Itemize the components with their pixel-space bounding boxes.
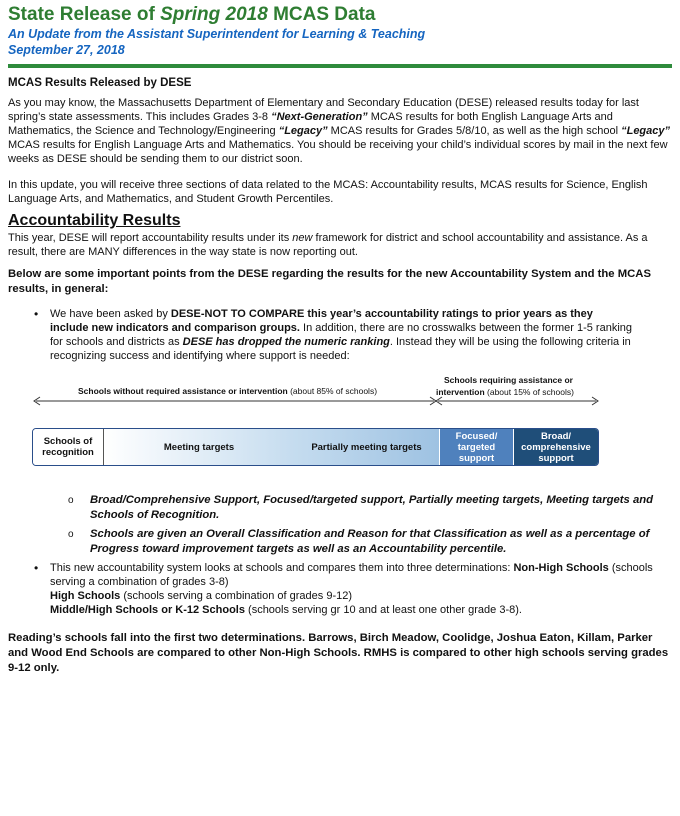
bracket-arrows bbox=[32, 393, 602, 409]
label-note: (about 15% of schools) bbox=[484, 387, 574, 397]
text: As you may know, the Massachusetts Department of Elementary and Secondary Education (DESE) released results today for last spring’s state assessments. This includes Grades 3-8 bbox=[8, 97, 639, 123]
subtitle: An Update from the Assistant Superintendent for Learning & Teaching bbox=[8, 27, 426, 41]
text-emphasis: “Legacy” bbox=[621, 125, 671, 137]
label-note: (about 85% of schools) bbox=[287, 386, 378, 396]
text: (schools serving a combination of grades 9-12) bbox=[120, 590, 353, 602]
list-item bbox=[50, 561, 672, 617]
label-bold: Schools without required assistance or intervention bbox=[78, 386, 288, 396]
text-bold: DESE-NOT TO COMPARE this year’s accountability ratings to prior years as they include new indicators and comparison groups. bbox=[50, 308, 593, 334]
list-item bbox=[50, 307, 672, 363]
text: (schools serving a combination of grades 3-8) bbox=[50, 562, 653, 588]
text: MCAS results for both English Language Arts and Mathematics, the Science and Technology/Engineering bbox=[8, 111, 613, 137]
sections-paragraph: In this update, you will receive three sections of data related to the MCAS: Accountability results, MCAS results for Science, English Language Arts, and Mathematics, and Student Growth Percentiles. bbox=[8, 179, 648, 205]
segment-schools-of-recognition: Schools of recognition bbox=[33, 429, 104, 465]
section-heading: MCAS Results Released by DESE bbox=[8, 77, 192, 89]
text-bold: Middle/High Schools or K-12 Schools bbox=[50, 604, 245, 616]
date: September 27, 2018 bbox=[8, 43, 125, 57]
title-part: MCAS Data bbox=[267, 4, 376, 25]
title-part: State Release of bbox=[8, 4, 161, 25]
accountability-heading: Accountability Results bbox=[8, 212, 181, 229]
text-emphasis: “Next-Generation” bbox=[271, 111, 368, 123]
title-divider bbox=[8, 64, 672, 68]
segment-broad-comprehensive-support: Broad/ comprehensive support bbox=[514, 429, 598, 465]
title-emphasis: Spring 2018 bbox=[160, 4, 268, 25]
text: . Instead they will be using the following criteria in recognizing success and identifying where support is needed: bbox=[50, 336, 631, 362]
segment-focused-targeted-support: Focused/ targeted support bbox=[440, 429, 514, 465]
text: MCAS results for Grades 5/8/10, as well as the high school bbox=[327, 125, 622, 137]
text-emphasis: new bbox=[292, 232, 313, 244]
classification-diagram bbox=[8, 373, 672, 485]
points-intro: Below are some important points from the DESE regarding the results for the new Accountability System and the MCAS results, in general: bbox=[8, 268, 651, 295]
intro-paragraph bbox=[8, 96, 672, 166]
accountability-paragraph bbox=[8, 231, 672, 259]
sub-list-item: o Broad/Comprehensive Support, Focused/targeted support, Partially meeting targets, Meeting targets and Schools of Recognition. bbox=[90, 493, 672, 523]
text-emphasis: DESE has dropped the numeric ranking bbox=[182, 336, 390, 348]
segment-meeting-targets: Meeting targets bbox=[104, 429, 294, 465]
text: framework for district and school accountability and assistance. As a result, there are MANY differences in the way state is now reporting out. bbox=[8, 232, 648, 258]
segment-partially-meeting-targets: Partially meeting targets bbox=[294, 429, 440, 465]
document-page bbox=[8, 0, 672, 676]
page-title bbox=[8, 0, 672, 26]
sub-bullet-list bbox=[8, 493, 672, 557]
text-bold: Non-High Schools bbox=[513, 562, 609, 574]
bullet-list bbox=[8, 307, 672, 363]
diagram-right-label-line1: Schools requiring assistance or bbox=[444, 375, 573, 385]
text: MCAS results for English Language Arts and Mathematics. You should be receiving your child’s individual scores by mail in the next few weeks as DESE should be sending them to our district soon. bbox=[8, 139, 668, 165]
text: In addition, there are no crosswalks between the former 1-5 ranking for schools and districts as bbox=[50, 322, 632, 348]
bullet-list bbox=[8, 561, 672, 617]
closing-paragraph: Reading’s schools fall into the first two determinations. Barrows, Birch Meadow, Coolidge, Joshua Eaton, Killam, Parker and Wood End Schools are compared to other Non-High Schools. RMHS is compared to other high schools serving grades 9-12 only. bbox=[8, 632, 669, 674]
text: (schools serving gr 10 and at least one other grade 3-8). bbox=[244, 604, 522, 616]
text: This year, DESE will report accountability results under its bbox=[8, 232, 293, 244]
label-bold: intervention bbox=[436, 387, 485, 397]
sub-list-item: o Schools are given an Overall Classification and Reason for that Classification as well as a percentage of Progress toward improvement targets as well as an Accountability percentile. bbox=[90, 527, 672, 557]
text-emphasis: “Legacy” bbox=[278, 125, 328, 137]
text: This new accountability system looks at schools and compares them into three determinations: bbox=[50, 562, 514, 574]
text-bold: High Schools bbox=[50, 590, 121, 602]
classification-bar bbox=[32, 428, 599, 466]
text: We have been asked by bbox=[50, 308, 171, 320]
